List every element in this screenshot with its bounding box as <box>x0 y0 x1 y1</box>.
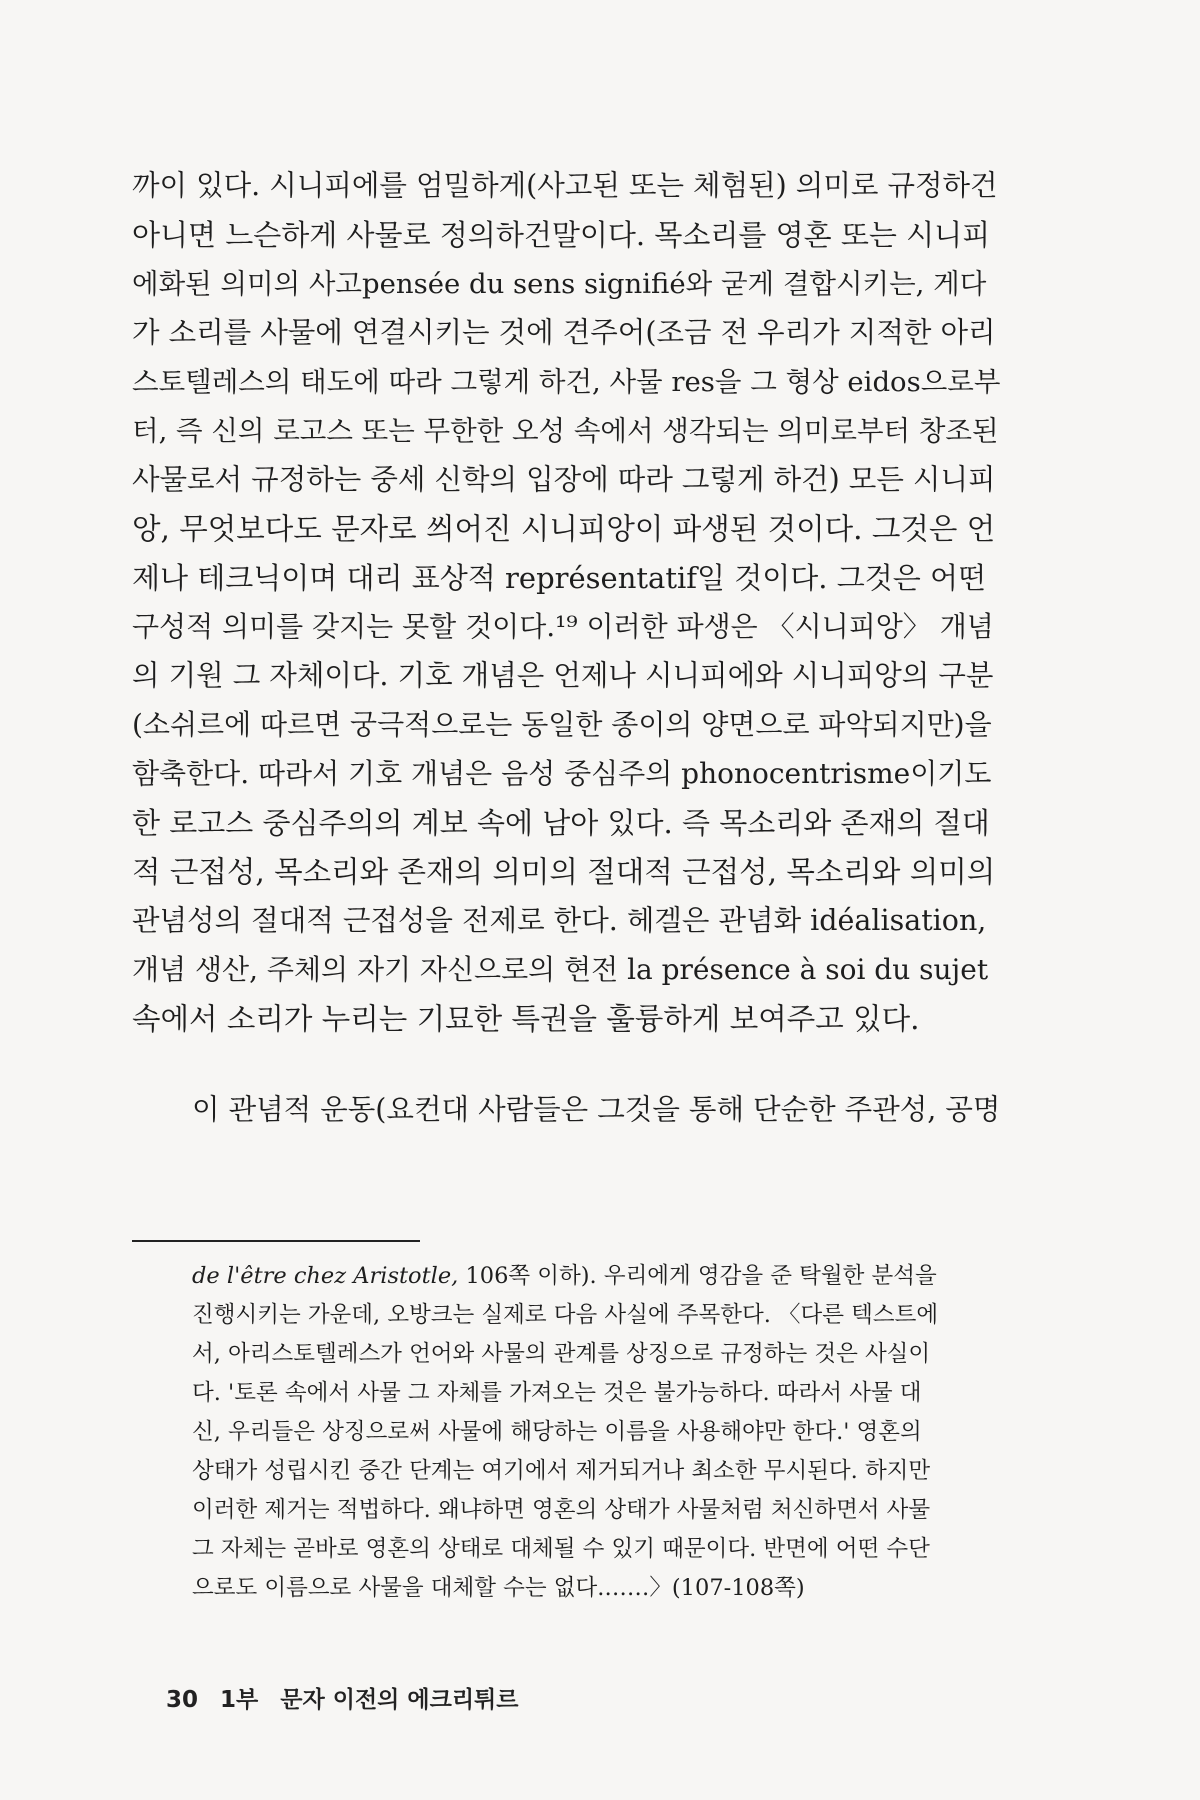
footer-running-title: 문자 이전의 에크리튀르 <box>280 1687 519 1713</box>
footnote-line: 신, 우리들은 상징으로써 사물에 해당하는 이름을 사용해야만 한다.' 영혼의 <box>192 1419 922 1445</box>
body-line: 에화된 의미의 사고pensée du sens signifié와 굳게 결합시키는, 게다 <box>132 268 987 300</box>
body-line: 사물로서 규정하는 중세 신학의 입장에 따라 그렇게 하건) 모든 시니피 <box>132 463 996 496</box>
body-line: 스토텔레스의 태도에 따라 그렇게 하건, 사물 res을 그 형상 eidos으로부 <box>132 366 1001 398</box>
page-number: 30 <box>166 1687 199 1713</box>
footer-part-label: 1부 <box>220 1687 259 1713</box>
body-line: 까이 있다. 시니피에를 엄밀하게(사고된 또는 체험된) 의미로 규정하건 <box>132 169 998 202</box>
footnote-line: 으로도 이름으로 사물을 대체할 수는 없다.……〉(107-108쪽) <box>192 1575 805 1601</box>
footnote-divider <box>132 1240 420 1242</box>
body-line: 구성적 의미를 갖지는 못할 것이다.¹⁹ 이러한 파생은 〈시니피앙〉 개념 <box>132 610 994 643</box>
footnote-line: 상태가 성립시킨 중간 단계는 여기에서 제거되거나 최소한 무시된다. 하지만 <box>192 1458 931 1484</box>
footnote-line: 진행시키는 가운데, 오방크는 실제로 다음 사실에 주목한다. 〈다른 텍스트에 <box>192 1302 939 1328</box>
body-line: 가 소리를 사물에 연결시키는 것에 견주어(조금 전 우리가 지적한 아리 <box>132 316 996 349</box>
footnote-line-text: 106쪽 이하). 우리에게 영감을 준 탁월한 분석을 <box>458 1263 937 1289</box>
body-line: (소쉬르에 따르면 궁극적으로는 동일한 종이의 양면으로 파악되지만)을 <box>132 708 992 741</box>
body-line: 한 로고스 중심주의의 계보 속에 남아 있다. 즉 목소리와 존재의 절대 <box>132 806 990 840</box>
body-line: 앙, 무엇보다도 문자로 씌어진 시니피앙이 파생된 것이다. 그것은 언 <box>132 512 996 546</box>
page-footer <box>166 1685 532 1715</box>
footnote-line: 다. '토론 속에서 사물 그 자체를 가져오는 것은 불가능하다. 따라서 사물 대 <box>192 1380 922 1406</box>
footnote-line: 이러한 제거는 적법하다. 왜냐하면 영혼의 상태가 사물처럼 처신하면서 사물 <box>192 1497 931 1523</box>
body-line: 함축한다. 따라서 기호 개념은 음성 중심주의 phonocentrisme이기도 <box>132 757 992 790</box>
body-line: 속에서 소리가 누리는 기묘한 특권을 훌륭하게 보여주고 있다. <box>132 1002 920 1036</box>
body-line: 개념 생산, 주체의 자기 자신으로의 현전 la présence à soi du sujet <box>132 953 989 986</box>
paragraph-opening-line: 이 관념적 운동(요컨대 사람들은 그것을 통해 단순한 주관성, 공명 <box>192 1093 1001 1126</box>
body-line: 의 기원 그 자체이다. 기호 개념은 언제나 시니피에와 시니피앙의 구분 <box>132 659 994 692</box>
footnote-line: 서, 아리스토텔레스가 언어와 사물의 관계를 상징으로 규정하는 것은 사실이 <box>192 1341 931 1367</box>
body-line: 터, 즉 신의 로고스 또는 무한한 오성 속에서 생각되는 의미로부터 창조된 <box>132 415 999 447</box>
body-line: 관념성의 절대적 근접성을 전제로 한다. 헤겔은 관념화 idéalisation, <box>132 904 987 937</box>
body-line: 적 근접성, 목소리와 존재의 의미의 절대적 근접성, 목소리와 의미의 <box>132 855 996 889</box>
footnote-italic-title: de l'être chez Aristotle, <box>192 1263 459 1289</box>
footnote-line <box>192 1262 1000 1290</box>
body-line: 제나 테크닉이며 대리 표상적 représentatif일 것이다. 그것은 어떤 <box>132 561 986 595</box>
body-line: 아니면 느슨하게 사물로 정의하건말이다. 목소리를 영혼 또는 시니피 <box>132 218 991 252</box>
footnote-line: 그 자체는 곧바로 영혼의 상태로 대체될 수 있기 때문이다. 반면에 어떤 수단 <box>192 1536 930 1562</box>
